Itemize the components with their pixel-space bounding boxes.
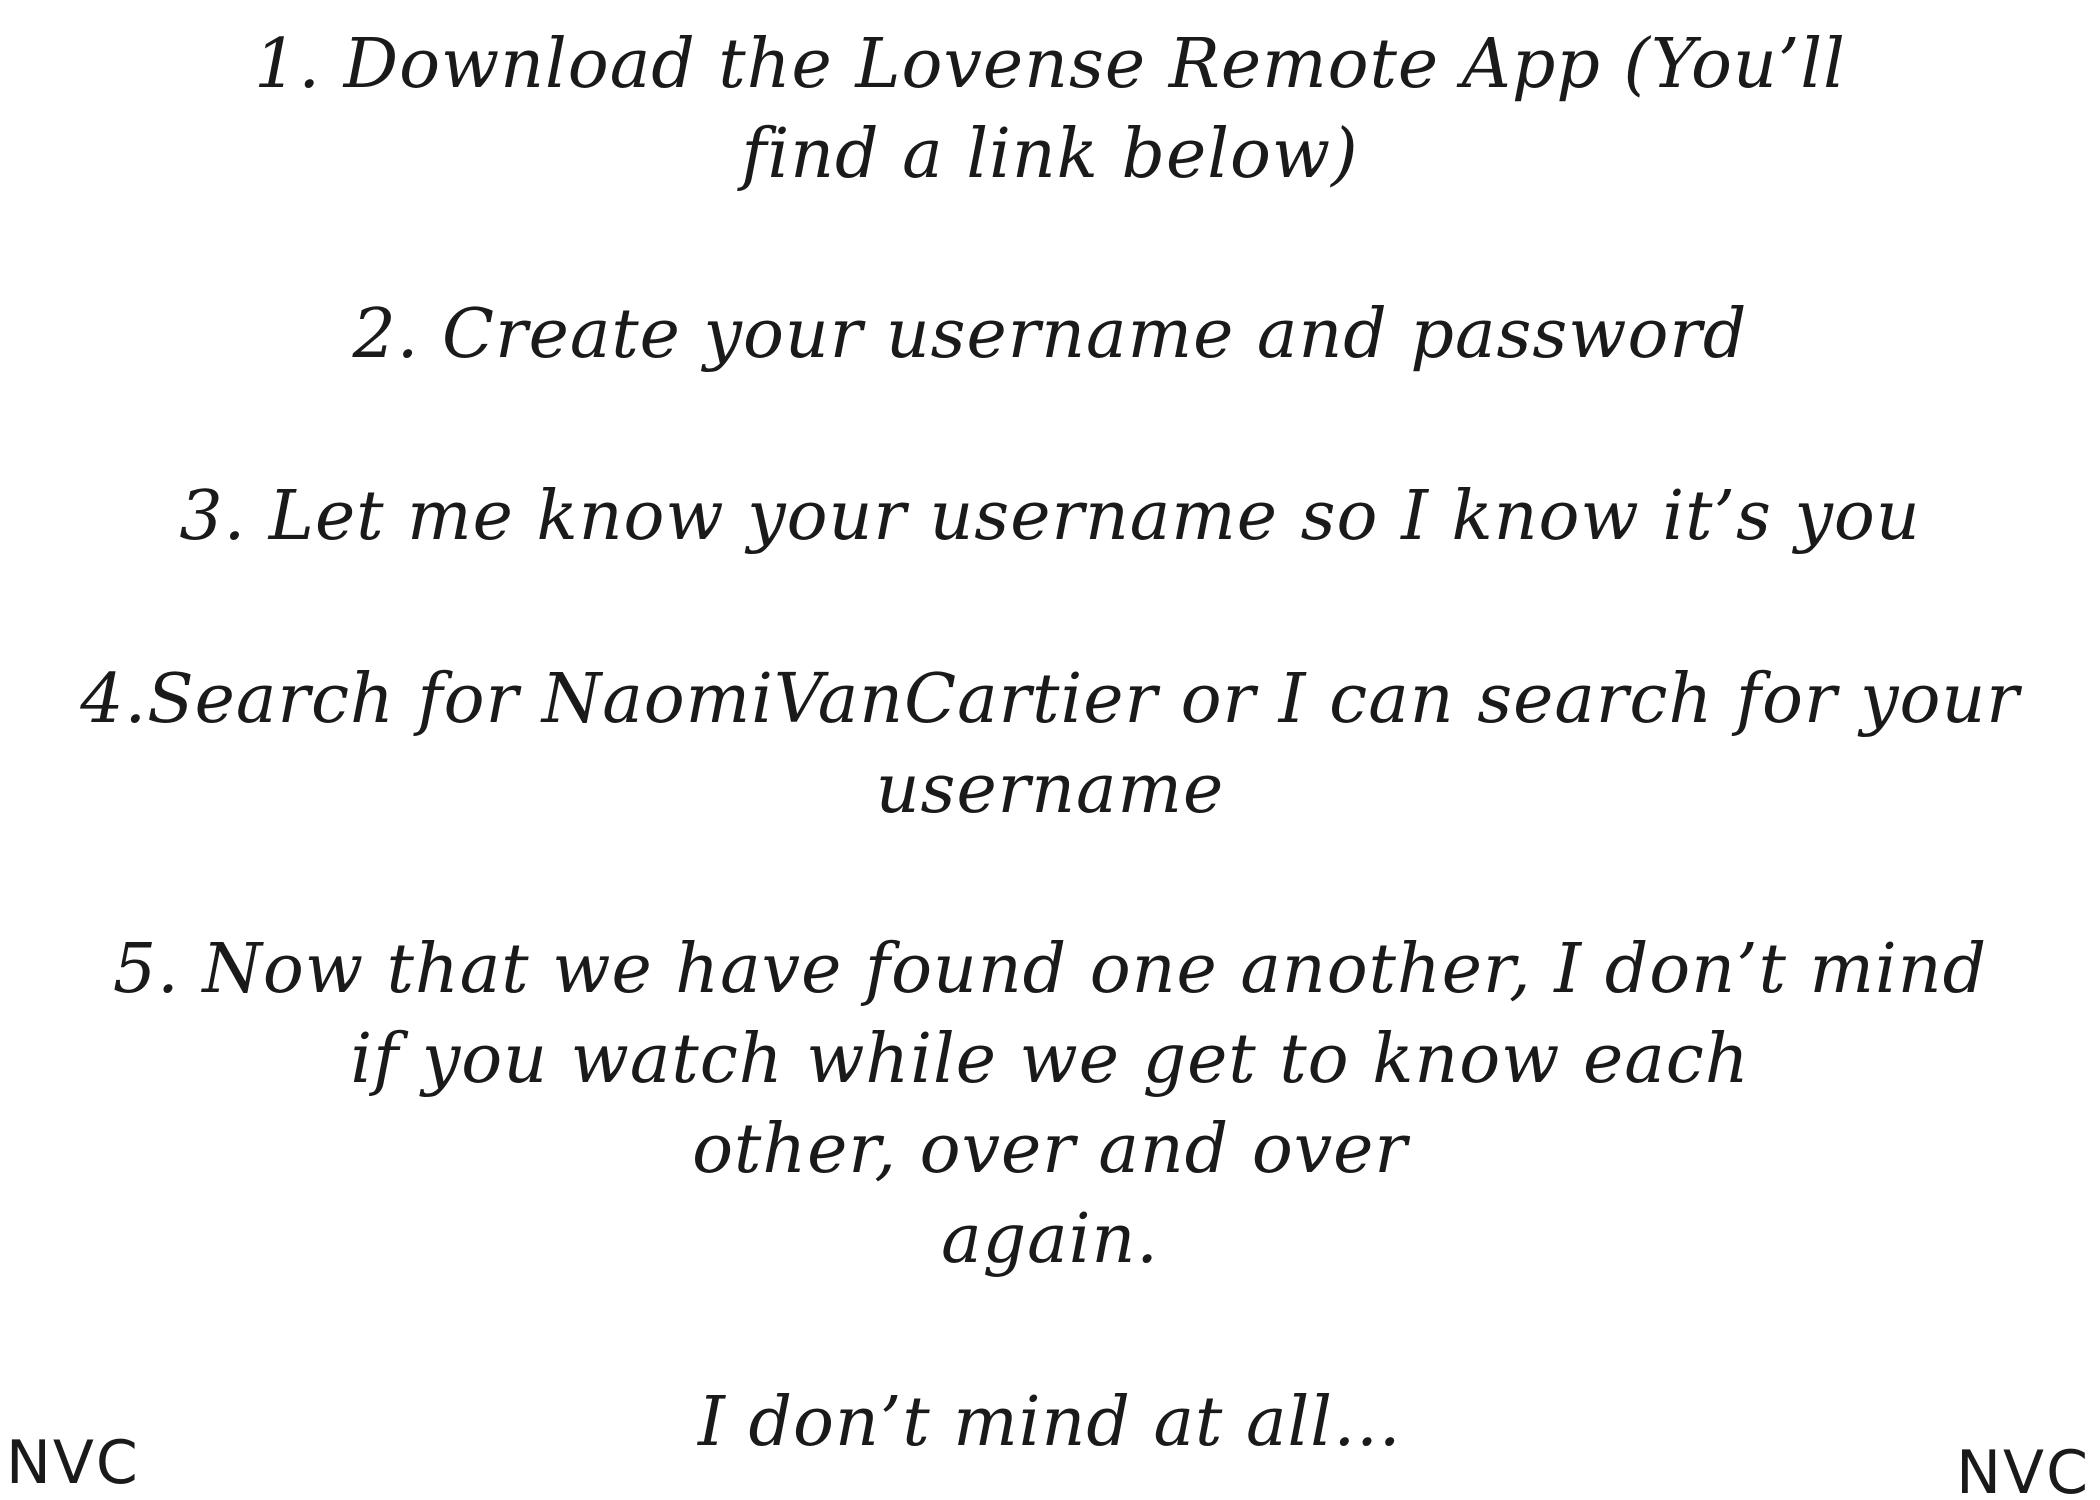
signature-right: NVC [1956, 1438, 2090, 1500]
step-5 [0, 925, 2100, 1285]
closing-line [0, 1378, 2100, 1468]
step-1-line-1: 1. Download the Lovense Remote App (You’ll [254, 25, 1846, 104]
signature-left: NVC [6, 1428, 140, 1498]
step-5-line-4: again. [941, 1200, 1159, 1279]
closing-text: I don’t mind at all… [698, 1383, 1402, 1462]
step-3 [0, 472, 2100, 562]
step-4-line-2: username [875, 750, 1225, 829]
step-4 [0, 655, 2100, 835]
step-4-line-1: 4.Search for NaomiVanCartier or I can search for your [80, 660, 2020, 739]
step-1-line-2: find a link below) [741, 115, 1359, 194]
step-1 [0, 20, 2100, 200]
step-5-line-1: 5. Now that we have found one another, I don’t mind [112, 930, 1988, 1009]
step-2-line-1: 2. Create your username and password [352, 295, 1748, 374]
step-2 [0, 290, 2100, 380]
step-5-line-2: if you watch while we get to know each [350, 1020, 1750, 1099]
step-5-line-3: other, over and over [692, 1110, 1408, 1189]
step-3-line-1: 3. Let me know your username so I know it’s you [179, 477, 1921, 556]
